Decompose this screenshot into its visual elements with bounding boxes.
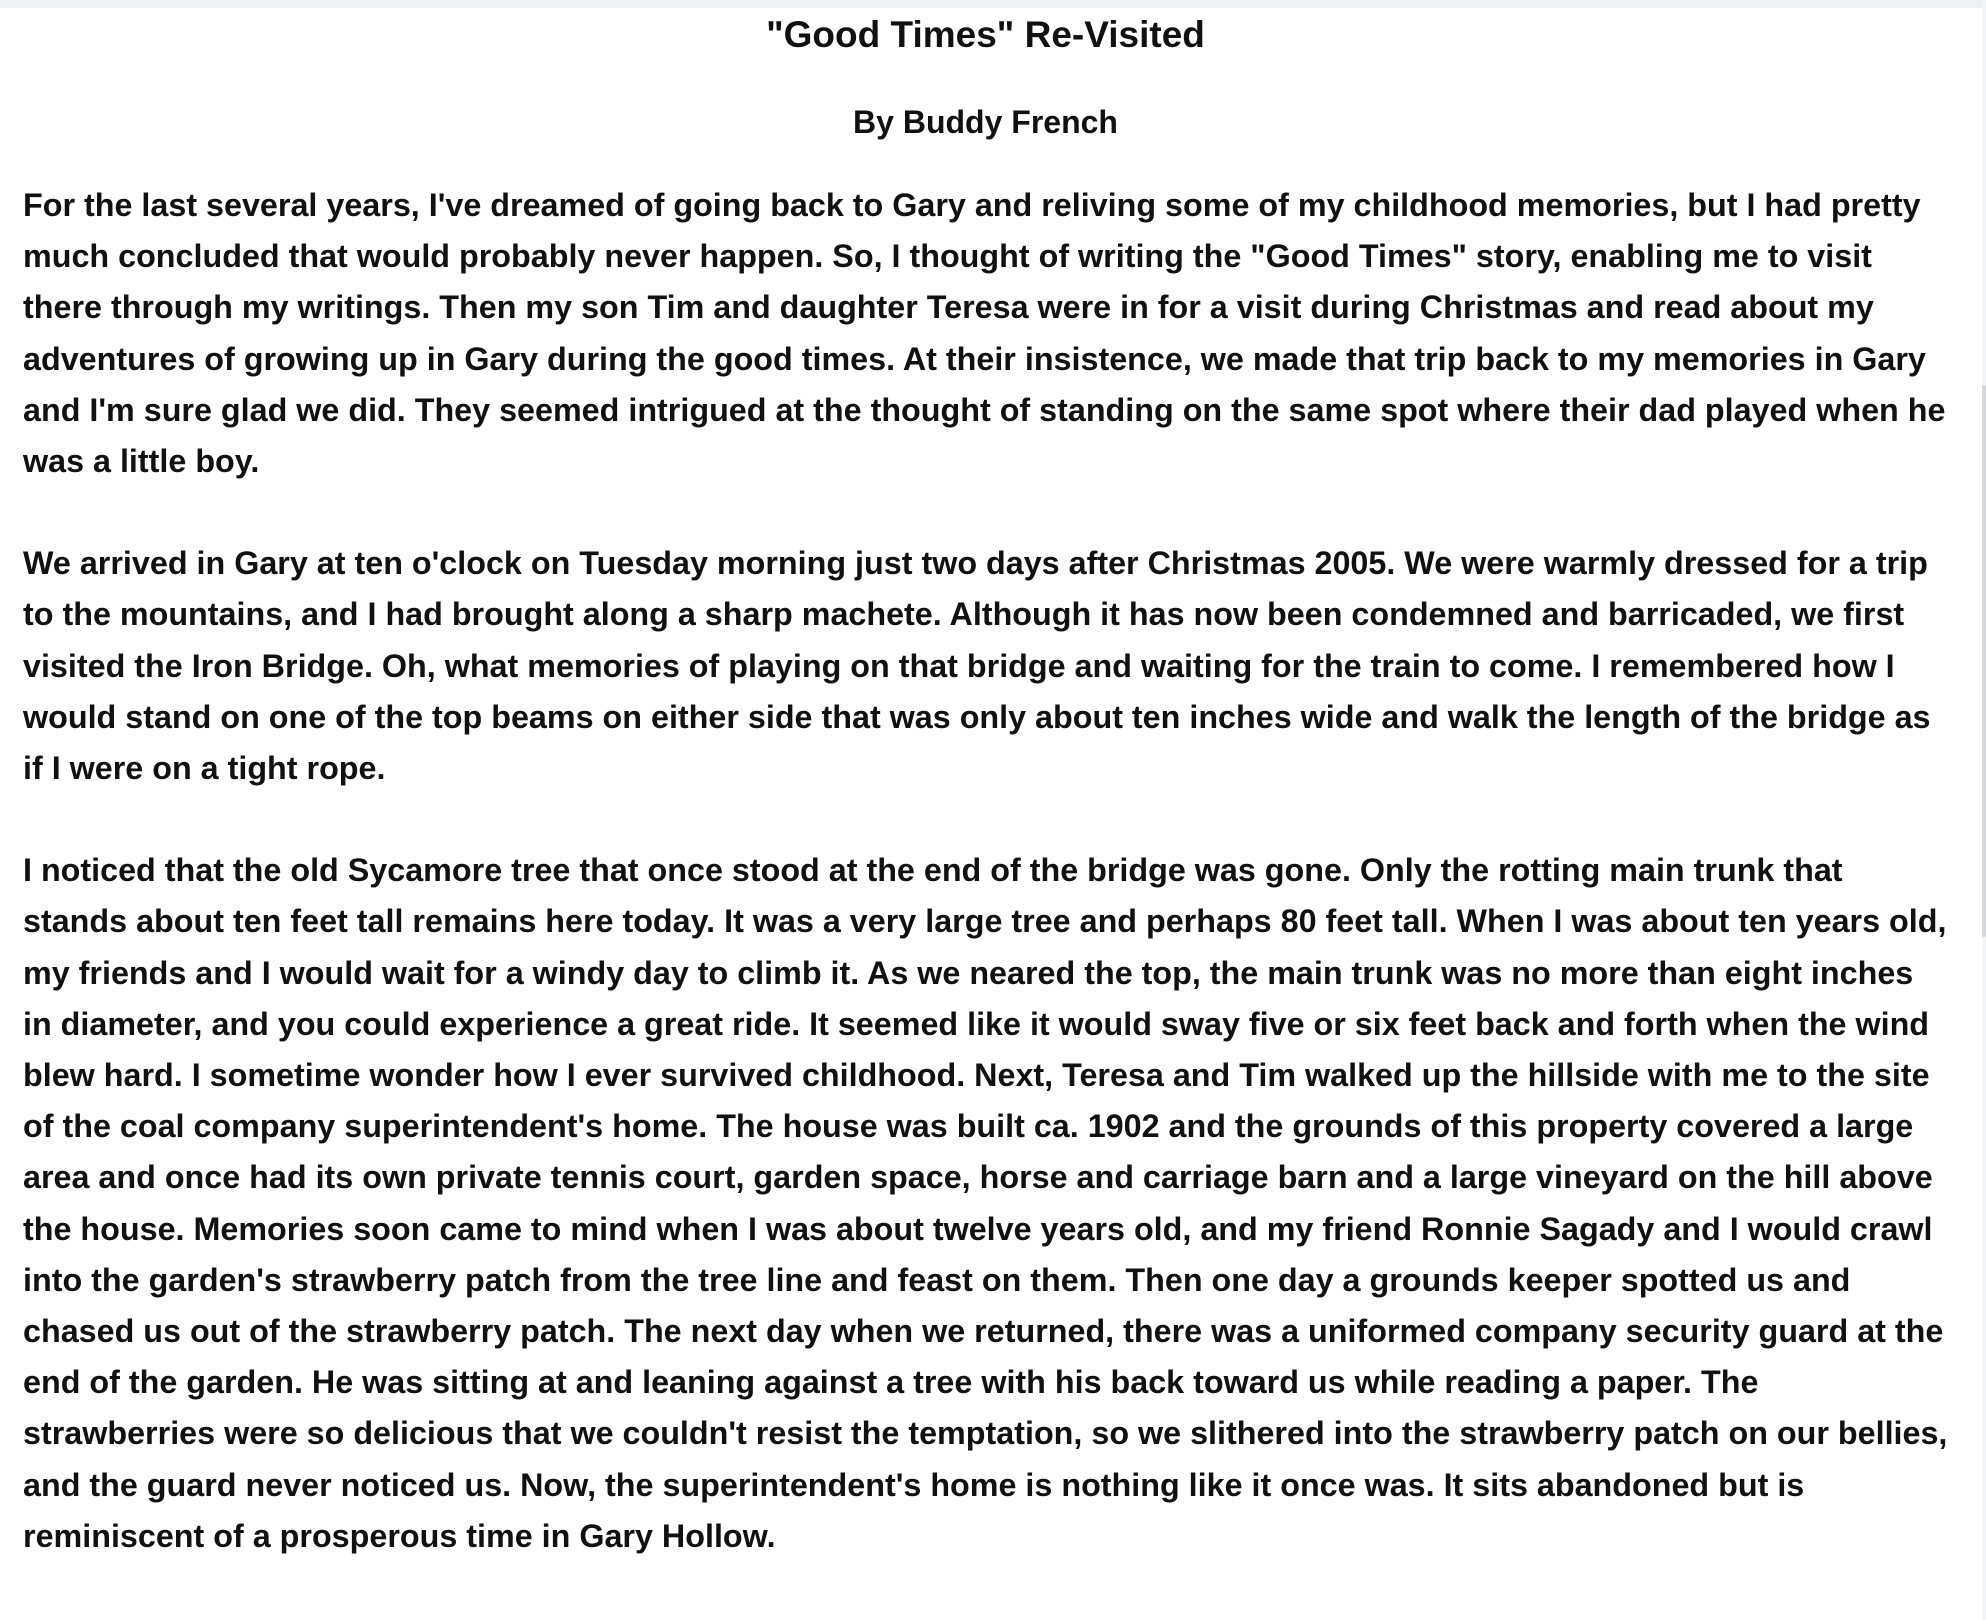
article-paragraph-2: We arrived in Gary at ten o'clock on Tuesday morning just two days after Christmas 2005. We were warmly dressed for a trip to the mountains, and I had brought along a sharp machete. Although it has now been condemned and barricaded, we first visited the Iron Bridge. Oh, what memories of playing on that bridge and waiting for the train to come. I remembered how I would stand on one of the top beams on either side that was only about ten inches wide and walk the length of the bridge as if I were on a tight rope.: [23, 545, 1931, 787]
article-byline: By Buddy French: [853, 104, 1118, 140]
article-title: "Good Times" Re-Visited: [766, 14, 1205, 55]
article: [23, 10, 1948, 1562]
article-paragraph-1: For the last several years, I've dreamed of going back to Gary and reliving some of my childhood memories, but I had pretty much concluded that would probably never happen. So, I thought of writing the "Good Times" story, enabling me to visit there through my writings. Then my son Tim and daughter Teresa were in for a visit during Christmas and read about my adventures of growing up in Gary during the good times. At their insistence, we made that trip back to my memories in Gary and I'm sure glad we did. They seemed intrigued at the thought of standing on the same spot where their dad played when he was a little boy.: [23, 187, 1946, 480]
article-paragraph-3: I noticed that the old Sycamore tree that once stood at the end of the bridge was gone. Only the rotting main trunk that stands about ten feet tall remains here today. It was a very large tree and perhaps 80 feet tall. When I was about ten years old, my friends and I would wait for a windy day to climb it. As we neared the top, the main trunk was no more than eight inches in diameter, and you could experience a great ride. It seemed like it would sway five or six feet back and forth when the wind blew hard. I sometime wonder how I ever survived childhood. Next, Teresa and Tim walked up the hillside with me to the site of the coal company superintendent's home. The house was built ca. 1902 and the grounds of this property covered a large area and once had its own private tennis court, garden space, horse and carriage barn and a large vineyard on the hill above the house. Memories soon came to mind when I was about twelve years old, and my friend Ronnie Sagady and I would crawl into the garden's strawberry patch from the tree line and feast on them. Then one day a grounds keeper spotted us and chased us out of the strawberry patch. The next day when we returned, there was a uniformed company security guard at the end of the garden. He was sitting at and leaning against a tree with his back toward us while reading a paper. The strawberries were so delicious that we couldn't resist the temptation, so we slithered into the strawberry patch on our bellies, and the guard never noticed us. Now, the superintendent's home is nothing like it once was. It sits abandoned but is reminiscent of a prosperous time in Gary Hollow.: [23, 852, 1948, 1554]
scrollbar-thumb[interactable]: [1982, 385, 1986, 937]
scrollbar-track[interactable]: [1982, 0, 1986, 1620]
window-top-edge: [0, 0, 1986, 8]
